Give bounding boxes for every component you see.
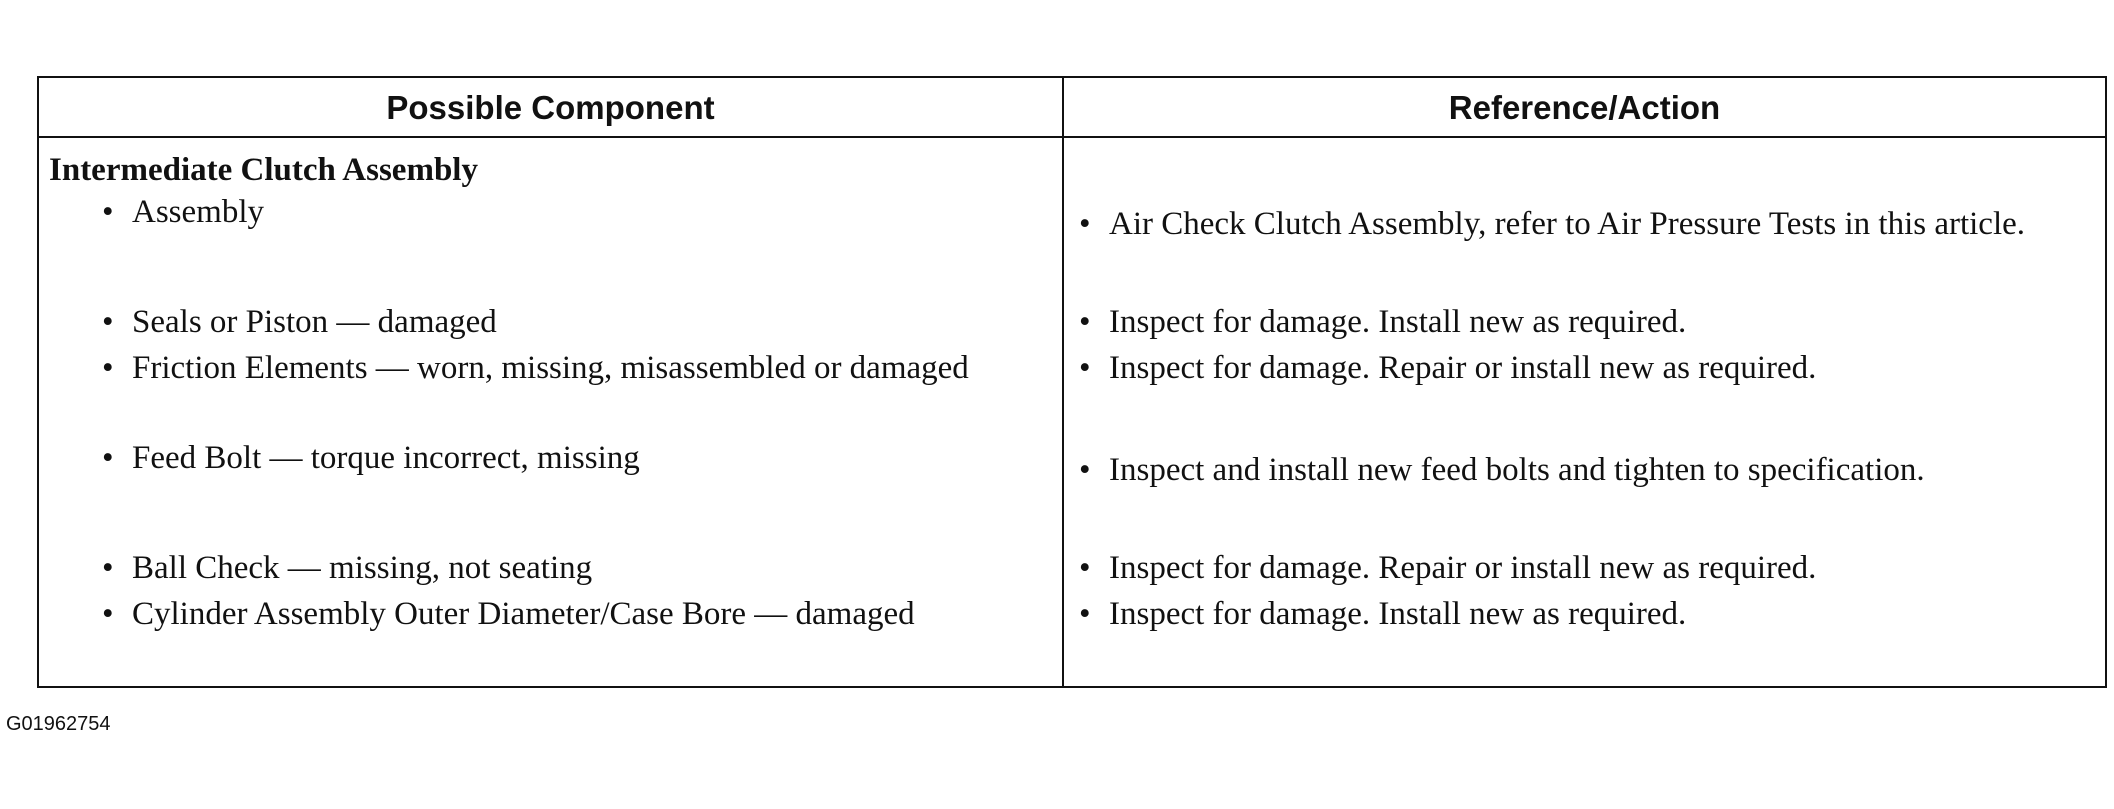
bullet: • [102, 304, 114, 340]
header-reference-action: Reference/Action [1448, 89, 1721, 126]
bullet: • [102, 350, 114, 386]
action-item [1079, 346, 2089, 390]
component-item [102, 436, 1022, 480]
component-item [102, 592, 1022, 636]
component-item [102, 346, 1022, 390]
component-text: Cylinder Assembly Outer Diameter/Case Bore — damaged [132, 596, 915, 632]
action-text: Inspect for damage. Repair or install new as required. [1109, 350, 1817, 386]
bullet: • [102, 550, 114, 586]
action-text: Inspect and install new feed bolts and tighten to specification. [1109, 452, 1925, 488]
component-text: Feed Bolt — torque incorrect, missing [132, 440, 640, 476]
bullet: • [102, 440, 114, 476]
section-title: Intermediate Clutch Assembly [49, 152, 478, 188]
bullet: • [1079, 304, 1091, 340]
header-divider [39, 136, 2105, 138]
diagnosis-table [37, 76, 2107, 688]
bullet: • [102, 596, 114, 632]
header-possible-component: Possible Component [386, 89, 715, 126]
action-item [1079, 202, 2089, 246]
bullet: • [1079, 596, 1091, 632]
action-text: Inspect for damage. Install new as required. [1109, 596, 1687, 632]
bullet: • [102, 194, 114, 230]
action-item [1079, 448, 2089, 492]
bullet: • [1079, 452, 1091, 488]
component-item [102, 190, 1022, 234]
component-item [102, 546, 1022, 590]
action-text: Air Check Clutch Assembly, refer to Air Pressure Tests in this article. [1109, 206, 2026, 242]
bullet: • [1079, 206, 1091, 242]
component-item [102, 300, 1022, 344]
action-text: Inspect for damage. Repair or install new as required. [1109, 550, 1817, 586]
component-text: Friction Elements — worn, missing, misassembled or damaged [132, 350, 969, 386]
bullet: • [1079, 550, 1091, 586]
component-text: Seals or Piston — damaged [132, 304, 497, 340]
figure-id: G01962754 [6, 713, 111, 735]
action-item [1079, 546, 2089, 590]
action-item [1079, 300, 2089, 344]
component-text: Assembly [132, 194, 264, 230]
component-text: Ball Check — missing, not seating [132, 550, 593, 586]
column-divider [1062, 78, 1064, 686]
action-text: Inspect for damage. Install new as required. [1109, 304, 1687, 340]
action-item [1079, 592, 2089, 636]
bullet: • [1079, 350, 1091, 386]
